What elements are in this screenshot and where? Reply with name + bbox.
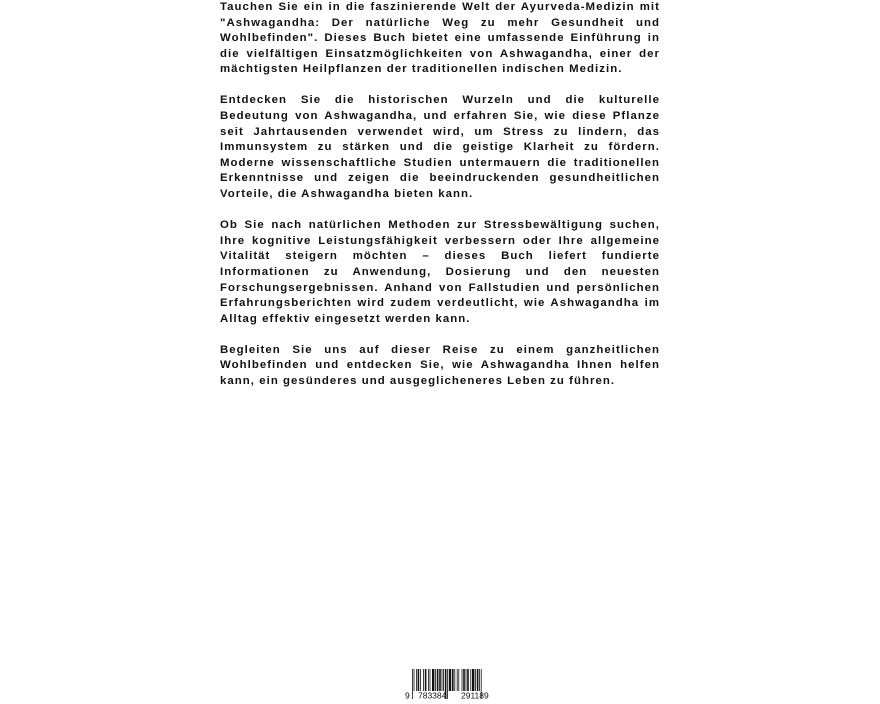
barcode-bar xyxy=(437,669,439,691)
barcode-bar xyxy=(432,669,434,691)
barcode-bar xyxy=(458,669,459,691)
isbn-barcode xyxy=(404,669,508,701)
blurb-text xyxy=(220,0,660,405)
barcode-bar xyxy=(477,669,479,691)
barcode-bar xyxy=(423,669,424,691)
barcode-bar xyxy=(454,669,455,691)
barcode-bar xyxy=(470,669,471,691)
barcode-digits-left: 783384 xyxy=(418,690,447,701)
barcode-bar xyxy=(457,669,458,691)
barcode-bar xyxy=(447,669,448,699)
barcode-digit-first: 9 xyxy=(405,690,410,701)
barcode-bar xyxy=(452,669,454,691)
barcode-bar xyxy=(412,669,413,699)
barcode-bar xyxy=(416,669,417,691)
barcode-bar xyxy=(443,669,444,691)
barcode-digits-right: 291189 xyxy=(461,690,489,701)
blurb-paragraph-4: Begleiten Sie uns auf dieser Reise zu einem ganzheitlichen Wohlbefinden und entdecken Sie, wie Ashwagandha Ihnen helfen kann, ein gesünderes und ausgeglicheneres Leben zu führen. xyxy=(220,343,660,387)
barcode-graphic xyxy=(404,669,508,701)
barcode-bar xyxy=(475,669,476,691)
barcode-bar xyxy=(463,669,465,691)
barcode-bar xyxy=(467,669,469,691)
barcode-bar xyxy=(435,669,436,691)
barcode-bar xyxy=(479,669,480,691)
barcode-bar xyxy=(425,669,427,691)
barcode-bar xyxy=(442,669,443,691)
barcode-bar xyxy=(449,669,451,691)
barcode-bar xyxy=(430,669,431,691)
blurb-paragraph-2: Entdecken Sie die historischen Wurzeln und die kulturelle Bedeutung von Ashwagandha, und erfahren Sie, wie diese Pflanze seit Jahrtausenden verwendet wird, um Stress zu lindern, das Immunsystem zu stärken und die geistige Klarheit zu fördern. Moderne wissenschaftliche Studien untermauern die traditionellen Erkenntnisse und zeigen die beeindruckenden gesundheitlichen Vorteile, die Ashwagandha bieten kann. xyxy=(220,94,660,201)
barcode-bar xyxy=(439,669,441,691)
barcode-bar xyxy=(418,669,420,691)
barcode-bar xyxy=(420,669,421,691)
blurb-paragraph-1: Tauchen Sie ein in die faszinierende Welt der Ayurveda-Medizin mit "Ashwagandha: Der natürliche Weg zu mehr Gesundheit und Wohlbefinden". Dieses Buch bietet eine umfassende Einführung in die vielfältigen Einsatzmöglichkeiten von Ashwagandha, einer der mächtigsten Heilpflanzen der traditionellen indischen Medizin. xyxy=(220,1,660,76)
barcode-bar xyxy=(428,669,429,691)
barcode-bar xyxy=(462,669,463,691)
barcode-bar xyxy=(414,669,415,691)
blurb-paragraph-3: Ob Sie nach natürlichen Methoden zur Stressbewältigung suchen, Ihre kognitive Leistungsfähigkeit verbessern oder Ihre allgemeine Vitalität steigern möchten – dieses Buch liefert fundierte Informationen zu Anwendung, Dosierung und den neuesten Forschungsergebnissen. Anhand von Fallstudien und persönlichen Erfahrungsberichten wird zudem verdeutlicht, wie Ashwagandha im Alltag effektiv eingesetzt werden kann. xyxy=(220,219,660,325)
barcode-bar xyxy=(466,669,467,691)
barcode-bar xyxy=(472,669,474,691)
